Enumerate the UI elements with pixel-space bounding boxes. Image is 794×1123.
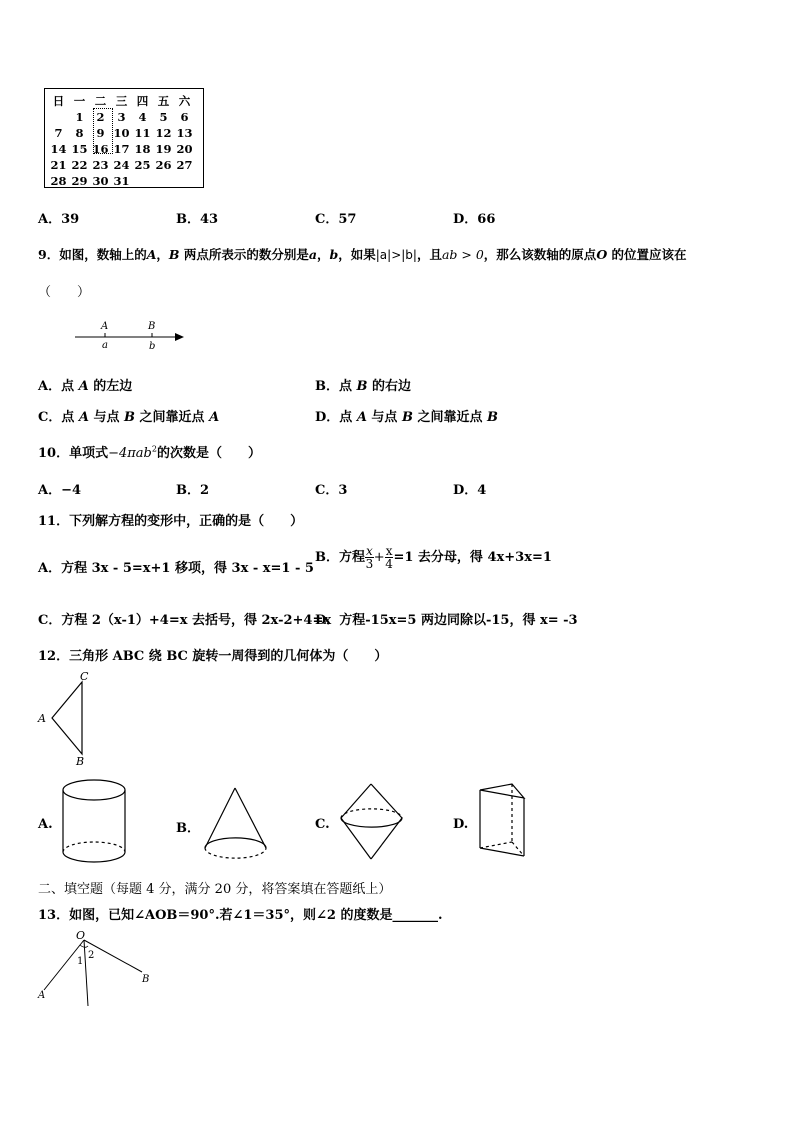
calendar-cell: 13 [176, 126, 193, 140]
q8-option-d[interactable]: D．66 [453, 212, 496, 227]
option-text: 与点 [366, 410, 402, 425]
calendar-cell: 5 [159, 110, 168, 124]
option-text: C．点 [38, 410, 79, 425]
q8-option-c[interactable]: C．57 [315, 212, 357, 227]
option-text: B．点 [315, 379, 357, 394]
calendar-header: 一 [73, 94, 86, 108]
calendar-cell: 19 [155, 142, 172, 156]
double-cone-middle-front [341, 818, 402, 827]
option-text: A．点 [38, 379, 79, 394]
double-cone-side [371, 818, 402, 859]
calendar-cell [153, 173, 174, 189]
calendar-cell: 11 [134, 126, 151, 140]
double-cone-side [371, 784, 402, 818]
calendar-cell: 28 [50, 174, 67, 188]
calendar-header: 日 [52, 94, 65, 108]
q9-var: B [168, 247, 180, 262]
q9-text: 的位置应该在 [607, 247, 687, 262]
option-text: 与点 [88, 410, 125, 425]
angle-label-1: 1 [77, 956, 84, 967]
fraction [365, 545, 374, 570]
calendar-header: 六 [178, 94, 191, 108]
q11-option-c[interactable]: C．方程 2（x-1）+4=x 去括号，得 2x-2+4=x [38, 613, 332, 628]
calendar-row [48, 109, 195, 125]
point-label-B: B [148, 321, 156, 332]
q12-option-c[interactable]: C. [315, 817, 330, 832]
calendar-cell: 9 [96, 126, 105, 140]
calendar-cell: 17 [113, 142, 130, 156]
q10-expression: −4πab [108, 446, 152, 461]
cone-base-back [205, 838, 266, 848]
q9-option-c[interactable] [38, 406, 219, 425]
cylinder-figure[interactable] [58, 776, 130, 868]
calendar-table [48, 93, 195, 189]
calendar-selection-box [93, 108, 113, 154]
value-label-a: a [102, 340, 108, 351]
calendar-header: 二 [94, 94, 107, 108]
q11-option-a[interactable]: A．方程 3x - 5=x+1 移项，得 3x - x=1 - 5 [38, 561, 314, 576]
triangular-prism-figure[interactable] [474, 780, 534, 866]
q9-number-line-figure [70, 316, 190, 352]
q9-text: 9．如图，数轴上的 [38, 247, 147, 262]
arrow-icon [175, 333, 184, 341]
q12-option-a[interactable]: A. [38, 817, 53, 832]
calendar-cell: 23 [92, 158, 109, 172]
triangle-abc-figure [30, 668, 100, 768]
cone-base-front [205, 848, 266, 858]
q10-option-d[interactable]: D．4 [453, 483, 487, 498]
point-label-A: A [101, 321, 109, 332]
vertex-label-A: A [38, 712, 46, 725]
q9-condition2: ab > 0 [441, 247, 484, 262]
angle-label-2: 2 [88, 950, 95, 961]
q10-stem [38, 442, 261, 461]
value-label-b: b [149, 341, 156, 352]
calendar-cell: 1 [75, 110, 84, 124]
point-label-O: O [76, 929, 86, 942]
calendar-cell: 7 [54, 126, 63, 140]
q9-text: ，那么该数轴的原点 [483, 247, 597, 262]
calendar-cell [132, 173, 153, 189]
calendar-cell: 4 [138, 110, 147, 124]
option-var: B [124, 410, 136, 425]
calendar-header-row [48, 93, 195, 109]
q9-var: b [329, 247, 339, 262]
prism-top-face [480, 784, 524, 798]
angle-aob-figure [30, 926, 160, 1008]
calendar-header: 三 [115, 94, 128, 108]
calendar-cell: 15 [71, 142, 88, 156]
calendar-cell: 18 [134, 142, 151, 156]
option-var: A [209, 410, 220, 425]
triangle-shape [52, 682, 82, 754]
q9-text: ， [316, 247, 330, 262]
calendar-cell: 26 [155, 158, 172, 172]
calendar-cell: 22 [71, 158, 88, 172]
double-cone-figure[interactable] [336, 782, 408, 862]
calendar-figure [44, 88, 204, 188]
calendar-cell: 16 [92, 142, 109, 156]
option-text: 的右边 [367, 379, 412, 394]
q9-stem [38, 245, 687, 263]
calendar-cell: 20 [176, 142, 193, 156]
calendar-header: 四 [136, 94, 149, 108]
calendar-cell: 30 [92, 174, 109, 188]
cylinder-top [63, 780, 125, 800]
option-text: B．方程 [315, 550, 365, 565]
calendar-cell: 21 [50, 158, 67, 172]
fraction-numerator: x [385, 544, 393, 558]
double-cone-side [341, 818, 371, 859]
cylinder-bottom-front [63, 852, 125, 862]
calendar-cell: 14 [50, 142, 67, 156]
q9-var: a [308, 247, 317, 262]
calendar-cell: 3 [117, 110, 126, 124]
option-var: B [487, 410, 499, 425]
calendar-cell: 24 [113, 158, 130, 172]
q10-text: 的次数是（ ） [156, 446, 261, 461]
calendar-cell: 8 [75, 126, 84, 140]
q9-option-a[interactable] [38, 375, 132, 394]
section-heading: 二、填空题（每题 4 分，满分 20 分，将答案填在答题纸上） [38, 882, 392, 897]
calendar-cell: 12 [155, 126, 172, 140]
calendar-cell [174, 173, 195, 189]
q11-stem: 11．下列解方程的变形中，正确的是（ ） [38, 514, 304, 529]
fraction-numerator: x [366, 544, 373, 558]
q10-option-a[interactable]: A．−4 [38, 483, 82, 498]
calendar-cell: 10 [113, 126, 130, 140]
calendar-cell: 29 [71, 174, 88, 188]
calendar-row [48, 125, 195, 141]
q10-option-b[interactable]: B．2 [176, 483, 210, 498]
vertex-label-B: B [76, 755, 85, 768]
cylinder-bottom-back [63, 842, 125, 852]
option-text: D．点 [315, 410, 357, 425]
q9-text: ， [156, 247, 169, 262]
q8-option-a[interactable]: A．39 [38, 212, 80, 227]
option-var: B [356, 379, 368, 394]
option-text: 之间靠近点 [412, 410, 488, 425]
option-text: 的左边 [88, 379, 133, 394]
plus-sign: + [373, 550, 385, 565]
point-label-A: A [38, 990, 46, 1001]
q9-option-b[interactable] [315, 375, 411, 394]
fraction-denominator: 3 [365, 557, 374, 571]
option-text: =1 去分母，得 4x+3x=1 [393, 550, 552, 565]
option-var: A [78, 379, 89, 394]
q9-text: 两点所表示的数分别是 [179, 247, 309, 262]
q11-option-b[interactable] [315, 545, 552, 570]
q9-var: O [596, 247, 608, 262]
calendar-row [48, 157, 195, 173]
q10-option-c[interactable]: C．3 [315, 483, 348, 498]
q9-text: ，如果 [338, 247, 376, 262]
option-var: A [356, 410, 367, 425]
q9-var: A [146, 247, 157, 262]
q9-option-d[interactable] [315, 406, 498, 425]
q11-option-d[interactable]: D．方程-15x=5 两边同除以-15，得 x= -3 [315, 613, 578, 628]
calendar-row [48, 141, 195, 157]
q12-stem: 12．三角形 ABC 绕 BC 旋转一周得到的几何体为（ ） [38, 649, 388, 664]
q12-option-b[interactable]: B． [176, 821, 200, 836]
option-var: B [401, 410, 413, 425]
option-var: A [78, 410, 89, 425]
q10-text: 10．单项式 [38, 446, 109, 461]
double-cone-middle-back [341, 809, 402, 818]
q13-stem: 13．如图，已知∠AOB＝90°.若∠1＝35°，则∠2 的度数是_______. [38, 908, 443, 923]
q9-text: ，且 [416, 247, 442, 262]
cone-figure[interactable] [200, 786, 272, 866]
fraction-denominator: 4 [385, 557, 393, 571]
prism-hidden-edge [480, 842, 512, 848]
q9-condition: |a|>|b| [375, 248, 417, 262]
q8-option-b[interactable]: B．43 [176, 212, 219, 227]
calendar-header: 五 [157, 94, 170, 108]
calendar-cell [48, 109, 69, 125]
calendar-cell: 27 [176, 158, 193, 172]
calendar-cell: 31 [113, 174, 130, 188]
calendar-row [48, 173, 195, 189]
q9-answer-paren: （ ） [38, 285, 91, 300]
q10-exponent: 2 [151, 444, 157, 454]
vertex-label-C: C [80, 670, 89, 683]
calendar-cell: 2 [96, 110, 105, 124]
calendar-cell: 25 [134, 158, 151, 172]
option-text: 之间靠近点 [135, 410, 210, 425]
calendar-cell: 6 [180, 110, 189, 124]
point-label-B: B [142, 974, 150, 985]
q12-option-d[interactable]: D. [453, 817, 469, 832]
